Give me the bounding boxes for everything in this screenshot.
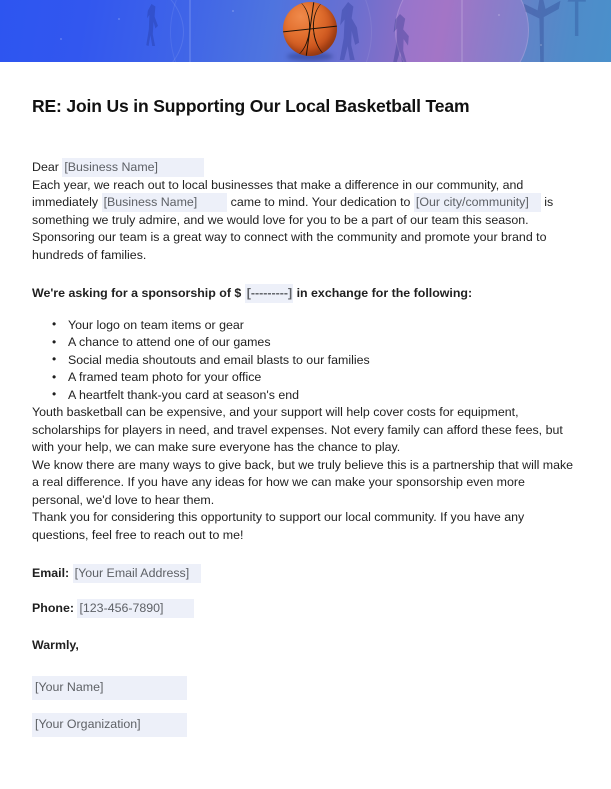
email-label: Email: [32, 566, 70, 581]
sponsorship-ask-text-1: We're asking for a sponsorship of $ [32, 286, 242, 300]
salutation-line [32, 159, 579, 177]
city-community-placeholder[interactable]: [Our city/community] [414, 193, 541, 212]
paragraph-intro-text-1: Each year, we reach out to local businesses that make a difference in our community, and immediately [32, 177, 524, 209]
paragraph-thanks: Thank you for considering this opportunity to support our local community. If you have any questions, feel free to reach out to me! [32, 510, 525, 542]
email-line [32, 565, 579, 583]
list-item: • Your logo on team items or gear [68, 317, 579, 335]
business-name-placeholder[interactable]: [Business Name] [62, 158, 204, 177]
paragraph-costs: Youth basketball can be expensive, and your support will help cover costs for equipment, scholarships for players in need, and travel expenses. Not every family can afford these fees, but with your help, we can make sure everyone has the chance to play. [32, 405, 563, 455]
your-name-field[interactable]: [Your Name] [32, 676, 187, 701]
letter-body [0, 96, 611, 737]
salutation-greeting: Dear [32, 160, 59, 174]
sponsorship-amount-placeholder[interactable]: [---------] [245, 284, 293, 303]
benefits-list [32, 317, 579, 405]
phone-field[interactable]: [123-456-7890] [77, 599, 193, 618]
basketball-body [283, 2, 337, 56]
email-field[interactable]: [Your Email Address] [73, 564, 202, 583]
signature-name-line [32, 676, 579, 701]
signoff-line: Warmly, [32, 638, 79, 653]
court-line-right [461, 0, 463, 62]
sponsorship-ask-line [32, 285, 579, 303]
player-silhouette-icon [338, 2, 360, 60]
basketball-seam [310, 2, 337, 56]
sponsorship-ask-text-2: in exchange for the following: [296, 286, 473, 300]
basketball-hoop-icon [560, 0, 594, 36]
basketball-icon [281, 2, 339, 60]
confetti-speck [498, 14, 500, 16]
confetti-speck [60, 38, 62, 40]
list-item: • A framed team photo for your office [68, 369, 579, 387]
page-title: RE: Join Us in Supporting Our Local Basketball Team [32, 96, 470, 116]
list-item: • Social media shoutouts and email blasts to our families [68, 352, 579, 370]
basketball-seam [283, 2, 313, 56]
paragraph-sponsoring: Sponsoring our team is a great way to connect with the community and promote your brand to hundreds of families. [32, 230, 547, 262]
paragraph-intro-text-3: is something we truly admire, and we would love for you to be a part of our team this season. [32, 195, 554, 227]
confetti-speck [118, 18, 120, 20]
confetti-speck [232, 10, 234, 12]
paragraph-partnership: We know there are many ways to give back, but we truly believe this is a partnership that will make a real difference. If you have any ideas for how we can make your sponsorship even more personal, we'd love to hear them. [32, 457, 574, 507]
signature-org-line [32, 713, 579, 738]
confetti-speck [540, 44, 542, 46]
header-banner [0, 0, 611, 62]
your-organization-field[interactable]: [Your Organization] [32, 713, 187, 738]
business-name-placeholder[interactable]: [Business Name] [102, 193, 228, 212]
court-arc-mid [170, 0, 372, 62]
phone-label: Phone: [32, 600, 74, 615]
court-arc-left [0, 0, 184, 62]
player-silhouette-icon [146, 4, 159, 46]
court-line-left [189, 0, 191, 62]
list-item: • A chance to attend one of our games [68, 334, 579, 352]
phone-line [32, 600, 579, 618]
paragraph-intro-text-2: came to mind. Your dedication to [230, 195, 411, 209]
basketball-hoop-icon [520, 0, 564, 62]
paragraph-intro [32, 177, 579, 230]
court-circle-right [395, 0, 529, 62]
player-silhouette-icon [392, 14, 412, 62]
list-item: • A heartfelt thank-you card at season's end [68, 387, 579, 405]
